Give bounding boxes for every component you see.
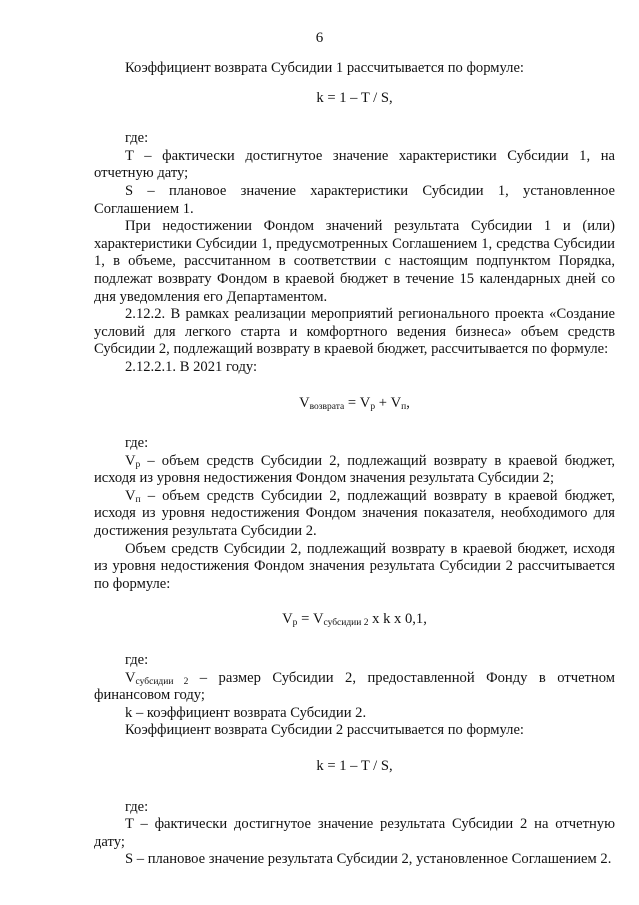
- vsub-definition: [94, 670, 615, 705]
- vn-symbol: V: [125, 487, 136, 504]
- formula2-eq-part: = V: [297, 611, 324, 628]
- formula-plus-part: + V: [375, 394, 402, 411]
- coefficient-2-intro: Коэффициент возврата Субсидии 2 рассчитывается по формуле:: [125, 722, 524, 739]
- where-label-2: где:: [125, 435, 149, 452]
- page-number: 6: [315, 30, 324, 46]
- formula-v-return: [94, 395, 615, 413]
- vsub-symbol: V: [125, 669, 136, 686]
- formula2-vsub-subscript: субсидии 2: [323, 618, 369, 629]
- vn-definition: [94, 488, 615, 541]
- vsub-subscript: субсидии 2: [135, 676, 189, 687]
- t-definition-2: T – фактически достигнутое значение результата Субсидии 2 на отчетную дату;: [94, 816, 615, 850]
- non-achievement-paragraph: При недостижении Фондом значений результата Субсидии 1 и (или) характеристики Субсидии 1, предусмотренных Соглашением 1, средства Субсидии 1, в объеме, рассчитанном в соответствии с настоящим подпунктом Порядка, подлежат возврату Фондом в краевой бюджет в течение 15 календарных дней со дня уведомления его Департаментом.: [94, 218, 615, 305]
- formula-eq-part: = V: [344, 394, 371, 411]
- vp-definition: [94, 453, 615, 488]
- formula-k-1: k = 1 – T / S,: [316, 89, 393, 106]
- where-label-1: где:: [125, 130, 149, 147]
- formula-comma: ,: [406, 394, 410, 411]
- vp-symbol: V: [125, 452, 136, 469]
- document-body: [94, 60, 615, 869]
- vn-subscript: п: [135, 494, 141, 505]
- formula-vp-subscript: р: [370, 401, 376, 412]
- formula-vn-subscript: п: [401, 401, 407, 412]
- t-definition-1: T – фактически достигнутое значение характеристики Субсидии 1, на отчетную дату;: [94, 147, 615, 182]
- k-definition: k – коэффициент возврата Субсидии 2.: [125, 704, 367, 721]
- clause-2-12-2-1: 2.12.2.1. В 2021 году:: [125, 358, 258, 375]
- formula-k-2: k = 1 – T / S,: [316, 758, 393, 774]
- where-label-4: где:: [125, 798, 149, 815]
- vp-definition-text: – объем средств Субсидии 2, подлежащий возврату в краевой бюджет, исходя из уровня недостижения Фондом значения результата Субсидии 2;: [94, 452, 615, 487]
- vn-definition-text: – объем средств Субсидии 2, подлежащий возврату в краевой бюджет, исходя из уровня недостижения Фондом значения показателя, необходимого для достижения результата Субсидии 2.: [94, 487, 615, 540]
- coefficient-1-intro: Коэффициент возврата Субсидии 1 рассчитывается по формуле:: [125, 60, 524, 76]
- vp-calculation-intro: Объем средств Субсидии 2, подлежащий возврату в краевой бюджет, исходя из уровня недостижения Фондом значения результата Субсидии 2 рассчитывается по формуле:: [94, 540, 615, 592]
- formula-v-symbol: V: [299, 394, 310, 411]
- formula-vp: [94, 611, 615, 629]
- vp-subscript: р: [135, 459, 141, 470]
- s-definition-1: S – плановое значение характеристики Субсидии 1, установленное Соглашением 1.: [94, 182, 615, 217]
- clause-2-12-2: 2.12.2. В рамках реализации мероприятий регионального проекта «Создание условий для легкого старта и комфортного ведения бизнеса» объем средств Субсидии 2, подлежащий возврату в краевой бюджет, рассчитывается по формуле:: [94, 306, 615, 358]
- vsub-definition-text: – размер Субсидии 2, предоставленной Фонду в отчетном финансовом году;: [94, 669, 615, 704]
- s-definition-2: S – плановое значение результата Субсидии 2, установленное Соглашением 2.: [125, 851, 612, 868]
- formula2-tail: x k x 0,1,: [368, 611, 427, 628]
- formula2-v-symbol: V: [282, 611, 293, 628]
- where-label-3: где:: [125, 652, 149, 669]
- formula2-vp-subscript: р: [292, 618, 298, 629]
- formula-v-subscript: возврата: [309, 401, 345, 412]
